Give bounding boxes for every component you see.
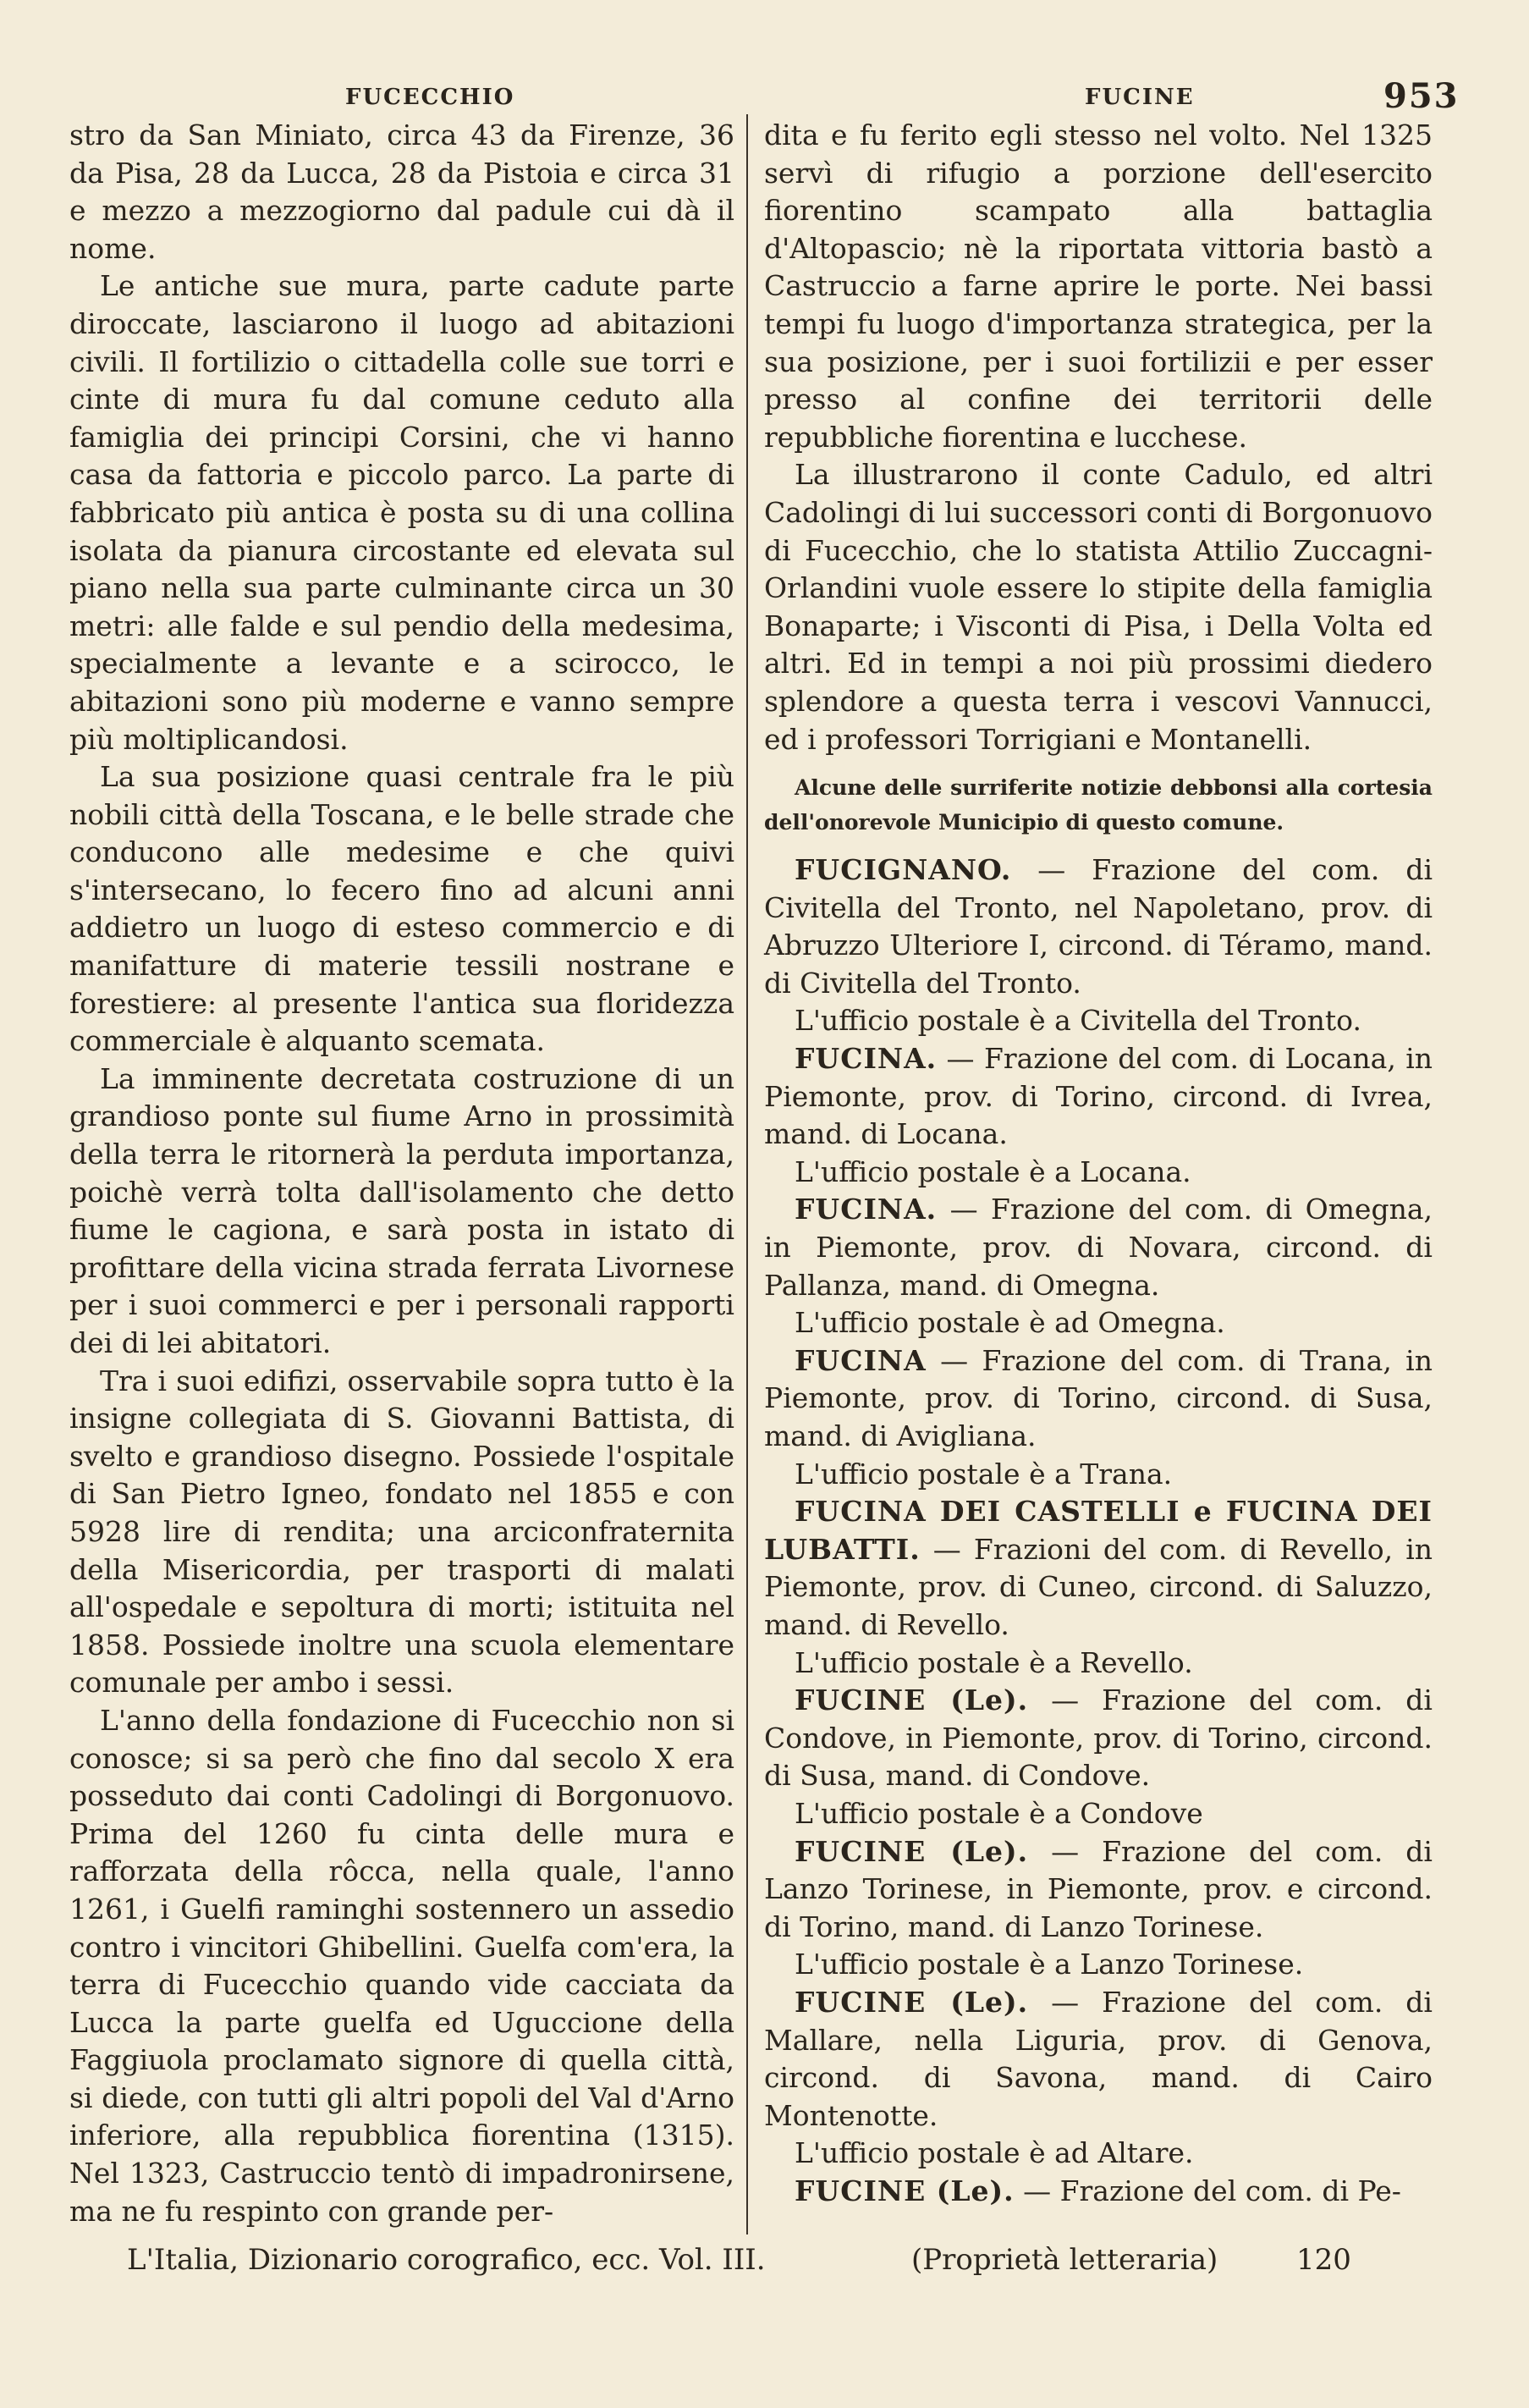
footer-title: L'Italia, Dizionario corografico, ecc. Vol. III. xyxy=(127,2243,766,2277)
entry-text: — Frazione del com. di Omegna, in Piemonte, prov. di Novara, circond. di Pallanza, mand. di Omegna. xyxy=(764,1193,1433,1302)
paragraph: La imminente decretata costruzione di un grandioso ponte sul fiume Arno in prossimità della terra le ritornerà la perduta importanza, poichè verrà tolta dall'isolamento che detto fiume le cagiona, e sarà posta in istato di profittare della vicina strada ferrata Livornese per i suoi commerci e per i personali rapporti dei di lei abitatori. xyxy=(69,1061,734,1359)
dictionary-entry xyxy=(764,1984,1433,2135)
running-header-left: FUCECCHIO xyxy=(345,85,515,110)
dictionary-entry xyxy=(764,1833,1433,1947)
left-column xyxy=(69,117,734,2230)
dictionary-entry xyxy=(764,1342,1433,1456)
paragraph: Le antiche sue mura, parte cadute parte diroccate, lasciarono il luogo ad abitazioni civili. Il fortilizio o cittadella colle sue torri e cinte di mura fu dal comune ceduto alla famiglia dei principi Corsini, che vi hanno casa da fattoria e piccolo parco. La parte di fabbricato più antica è posta su di una collina isolata da pianura circostante ed elevata sul piano nella sua parte culminante circa un 30 metri: alle falde e sul pendio della medesima, specialmente a levante e a scirocco, le abitazioni sono più moderne e vanno sempre più moltiplicandosi. xyxy=(69,269,734,756)
entry-postal-note: L'ufficio postale è ad Altare. xyxy=(795,2136,1194,2170)
dictionary-entry xyxy=(764,851,1433,1002)
page-number: 953 xyxy=(1383,76,1460,116)
column-divider xyxy=(746,114,748,2234)
entry-text: — Frazione del com. di Civitella del Tronto, nel Napoletano, prov. di Abruzzo Ulteriore I, circond. di Téramo, mand. di Civitella del Tronto. xyxy=(764,853,1433,1000)
entry-postal-note: L'ufficio postale è a Locana. xyxy=(795,1154,1191,1188)
entry-postal-note: L'ufficio postale è a Trana. xyxy=(795,1457,1173,1491)
entry-text: — Frazione del com. di Condove, in Piemonte, prov. di Torino, circond. di Susa, mand. di Condove. xyxy=(764,1683,1433,1793)
entry-list xyxy=(764,851,1433,2210)
paragraph: Tra i suoi edifizi, osservabile sopra tutto è la insigne collegiata di S. Giovanni Battista, di svelto e grandioso disegno. Possiede l'ospitale di San Pietro Igneo, fondato nel 1855 e con 5928 lire di rendita; una arciconfraternita della Misericordia, per trasporti di malati all'ospedale e sepoltura di morti; istituita nel 1858. Possiede inoltre una scuola elementare comunale per ambo i sessi. xyxy=(69,1364,734,1700)
entry-headword: FUCINE (Le). xyxy=(795,2174,1015,2207)
entry-headword: FUCINE (Le). xyxy=(795,1834,1029,1868)
dictionary-entry xyxy=(764,1040,1433,1154)
footer-rights: (Proprietà letteraria) xyxy=(911,2243,1218,2277)
entry-headword: FUCINA. xyxy=(795,1042,938,1076)
entry-text: — Frazione del com. di Trana, in Piemonte, prov. di Torino, circond. di Susa, mand. di Avigliana. xyxy=(764,1343,1433,1452)
entry-headword: FUCINA DEI CASTELLI e FUCINA DEI LUBATTI. xyxy=(764,1495,1433,1566)
entry-headword: FUCINA. xyxy=(795,1193,938,1226)
paragraph: La sua posizione quasi centrale fra le più nobili città della Toscana, e le belle strade che conducono alle medesime e che quivi s'intersecano, lo fecero fino ad alcuni anni addietro un luogo di esteso commercio e di manifatture di materie tessili nostrane e forestiere: al presente l'antica sua floridezza commerciale è alquanto scemata. xyxy=(69,760,734,1058)
dictionary-entry xyxy=(764,1191,1433,1304)
running-header-right: FUCINE xyxy=(1085,85,1195,110)
entry-text: — Frazioni del com. di Revello, in Piemonte, prov. di Cuneo, circond. di Saluzzo, mand. di Revello. xyxy=(764,1532,1433,1641)
dictionary-entry xyxy=(764,1682,1433,1795)
right-column xyxy=(764,117,1433,2210)
entry-text: — Frazione del com. di Mallare, nella Liguria, prov. di Genova, circond. di Savona, mand. di Cairo Montenotte. xyxy=(764,1985,1433,2132)
entry-postal-note: L'ufficio postale è a Lanzo Torinese. xyxy=(795,1948,1304,1981)
entry-text: — Frazione del com. di Pe- xyxy=(1014,2174,1401,2207)
entry-headword: FUCINE (Le). xyxy=(795,1683,1029,1717)
paragraph: L'anno della fondazione di Fucecchio non si conosce; si sa però che fino dal secolo X era posseduto dai conti Cadolingi di Borgonuovo. Prima del 1260 fu cinta delle mura e rafforzata della rôcca, nella quale, l'anno 1261, i Guelfi raminghi sostennero un assedio contro i vincitori Ghibellini. Guelfa com'era, la terra di Fucecchio quando vide cacciata da Lucca la parte guelfa ed Uguccione della Faggiuola proclamato signore di quella città, si diede, con tutti gli altri popoli del Val d'Arno inferiore, alla repubblica fiorentina (1315). Nel 1323, Castruccio tentò di impadronirsene, ma ne fu respinto con grande per- xyxy=(69,1703,734,2228)
paragraph: stro da San Miniato, circa 43 da Firenze, 36 da Pisa, 28 da Lucca, 28 da Pistoia e circa 31 e mezzo a mezzogiorno dal padule cui dà il nome. xyxy=(69,118,734,265)
footer-sheet-number: 120 xyxy=(1296,2243,1351,2277)
dictionary-entry xyxy=(764,2173,1433,2211)
entry-headword: FUCINA xyxy=(795,1343,927,1377)
entry-postal-note: L'ufficio postale è a Revello. xyxy=(795,1645,1193,1679)
paragraph: La illustrarono il conte Cadulo, ed altri Cadolingi di lui successori conti di Borgonuovo di Fucecchio, che lo statista Attilio Zuccagni-Orlandini vuole essere lo stipite della famiglia Bonaparte; i Visconti di Pisa, i Della Volta ed altri. Ed in tempi a noi più prossimi diedero splendore a questa terra i vescovi Vannucci, ed i professori Torrigiani e Montanelli. xyxy=(764,458,1433,756)
entry-headword: FUCIGNANO. xyxy=(795,853,1012,887)
footnote: Alcune delle surriferite notizie debbonsi alla cortesia dell'onorevole Municipio di questo comune. xyxy=(764,775,1433,835)
dictionary-entry xyxy=(764,1493,1433,1644)
entry-headword: FUCINE (Le). xyxy=(795,1985,1029,2019)
entry-postal-note: L'ufficio postale è a Civitella del Tronto. xyxy=(795,1004,1361,1038)
entry-text: — Frazione del com. di Lanzo Torinese, in Piemonte, prov. e circond. di Torino, mand. di Lanzo Torinese. xyxy=(764,1834,1433,1943)
entry-postal-note: L'ufficio postale è ad Omegna. xyxy=(795,1306,1225,1340)
entry-text: — Frazione del com. di Locana, in Piemonte, prov. di Torino, circond. di Ivrea, mand. di Locana. xyxy=(764,1042,1433,1151)
entry-postal-note: L'ufficio postale è a Condove xyxy=(795,1796,1203,1830)
paragraph: dita e fu ferito egli stesso nel volto. Nel 1325 servì di rifugio a porzione dell'esercito fiorentino scampato alla battaglia d'Altopascio; nè la riportata vittoria bastò a Castruccio a farne aprire le porte. Nei bassi tempi fu luogo d'importanza strategica, per la sua posizione, per i suoi fortilizii e per esser presso al confine dei territorii delle repubbliche fiorentina e lucchese. xyxy=(764,118,1433,454)
